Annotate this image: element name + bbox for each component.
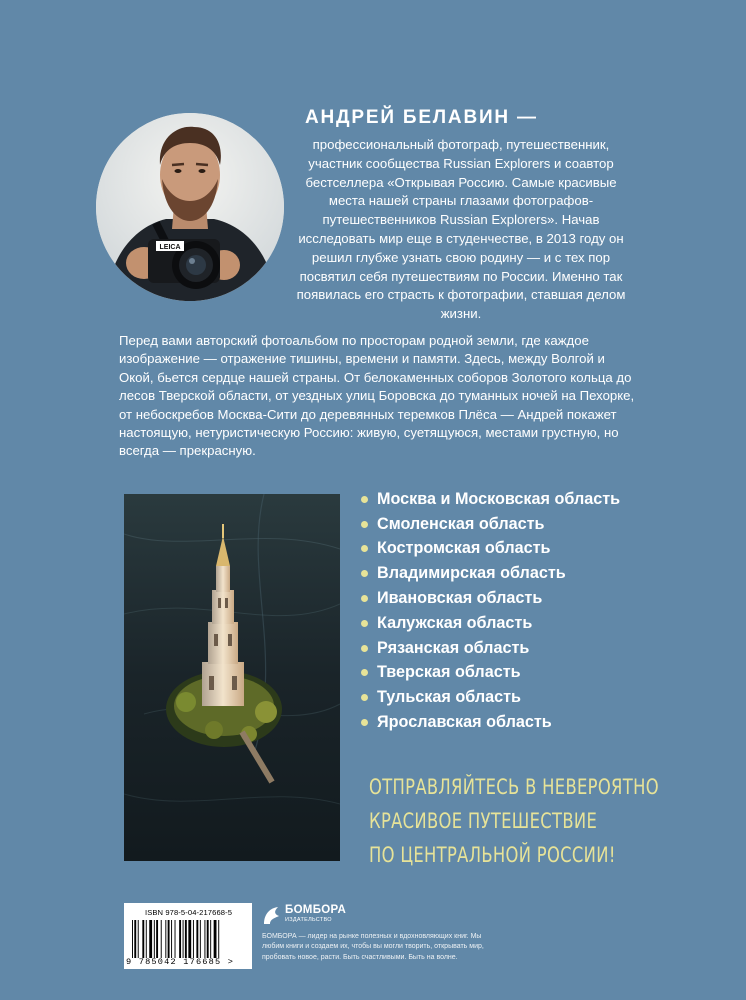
bullet-icon <box>361 669 368 676</box>
region-label: Москва и Московская область <box>377 489 621 508</box>
barcode-icon <box>132 920 246 958</box>
region-item <box>361 512 620 537</box>
bullet-icon <box>361 694 368 701</box>
barcode-bars <box>132 920 246 958</box>
region-item <box>361 487 620 512</box>
region-label: Костромская область <box>377 539 551 558</box>
bullet-icon <box>361 521 368 528</box>
region-label: Тверская область <box>377 663 521 682</box>
author-photo-illustration <box>96 113 284 301</box>
region-label: Рязанская область <box>377 638 530 657</box>
region-label: Смоленская область <box>377 514 545 533</box>
slogan-line-3: ПО ЦЕНТРАЛЬНОЙ РОССИИ! <box>369 843 616 867</box>
bullet-icon <box>361 719 368 726</box>
slogan-line-2: КРАСИВОЕ ПУТЕШЕСТВИЕ <box>369 809 598 833</box>
ean-right: 176685 <box>183 957 222 967</box>
author-bio: профессиональный фотограф, путешественник, участник сообщества Russian Explorers и соавтор бестселлера «Открывая Россию. Самые красивые места нашей страны глазами фотографов-путешественников Russian Explorers». Начав исследовать мир еще в студенчестве, в 2013 году он решил глубже узнать свою родину — и с тех пор посвятил себя путешествиям по России. Именно так появилась его страсть к фотографии, ставшая делом жизни. <box>296 137 626 322</box>
belltower-photo <box>124 494 340 861</box>
region-item <box>361 611 620 636</box>
author-portrait <box>96 113 284 301</box>
author-name: АНДРЕЙ БЕЛАВИН — <box>305 107 538 128</box>
region-item <box>361 561 620 586</box>
barcode-box <box>124 903 252 969</box>
region-label: Владимирская область <box>377 564 566 583</box>
region-item <box>361 636 620 661</box>
bullet-icon <box>361 570 368 577</box>
ean-end: > <box>227 957 235 967</box>
publisher-name: БОМБОРА <box>285 904 347 916</box>
belltower-illustration <box>124 494 340 861</box>
ean-digits <box>126 957 252 967</box>
ean-left: 785042 <box>138 957 177 967</box>
bullet-icon <box>361 545 368 552</box>
bullet-icon <box>361 620 368 627</box>
ean-first: 9 <box>126 957 133 967</box>
publisher-description: БОМБОРА — лидер на рынке полезных и вдохновляющих книг. Мы любим книги и создаем их, чтобы вы могли творить, открывать мир, пробовать новое, расти. Быть счастливыми. Быть на волне. <box>262 933 484 961</box>
camera-brand-label: LEICA <box>159 244 181 251</box>
bullet-icon <box>361 645 368 652</box>
region-item <box>361 661 620 686</box>
regions-list <box>361 487 620 735</box>
bullet-icon <box>361 595 368 602</box>
region-item <box>361 685 620 710</box>
publisher-subtitle: ИЗДАТЕЛЬСТВО <box>285 917 332 923</box>
region-label: Ивановская область <box>377 589 543 608</box>
region-item <box>361 710 620 735</box>
book-description: Перед вами авторский фотоальбом по просторам родной земли, где каждое изображение — отражение тишины, времени и памяти. Здесь, между Волгой и Окой, бьется сердце нашей страны. От белокаменных соборов Золотого кольца до лесов Тверской области, от уездных улиц Боровска до туманных ночей на Пехорке, от небоскребов Москва-Сити до деревянных теремков Плёса — Андрей покажет настоящую, нетуристическую Россию: живую, суетящуюся, местами грустную, но всегда — прекрасную. <box>119 333 635 459</box>
region-label: Ярославская область <box>377 713 552 732</box>
bullet-icon <box>361 496 368 503</box>
region-item <box>361 586 620 611</box>
slogan <box>369 770 659 872</box>
region-label: Тульская область <box>377 688 521 707</box>
region-label: Калужская область <box>377 613 533 632</box>
isbn-number: ISBN 978-5-04-217668-5 <box>145 908 233 917</box>
region-item <box>361 537 620 562</box>
bombora-wave-icon <box>262 904 282 926</box>
publisher-logo <box>262 904 346 926</box>
slogan-line-1: ОТПРАВЛЯЙТЕСЬ В НЕВЕРОЯТНО <box>369 775 659 799</box>
